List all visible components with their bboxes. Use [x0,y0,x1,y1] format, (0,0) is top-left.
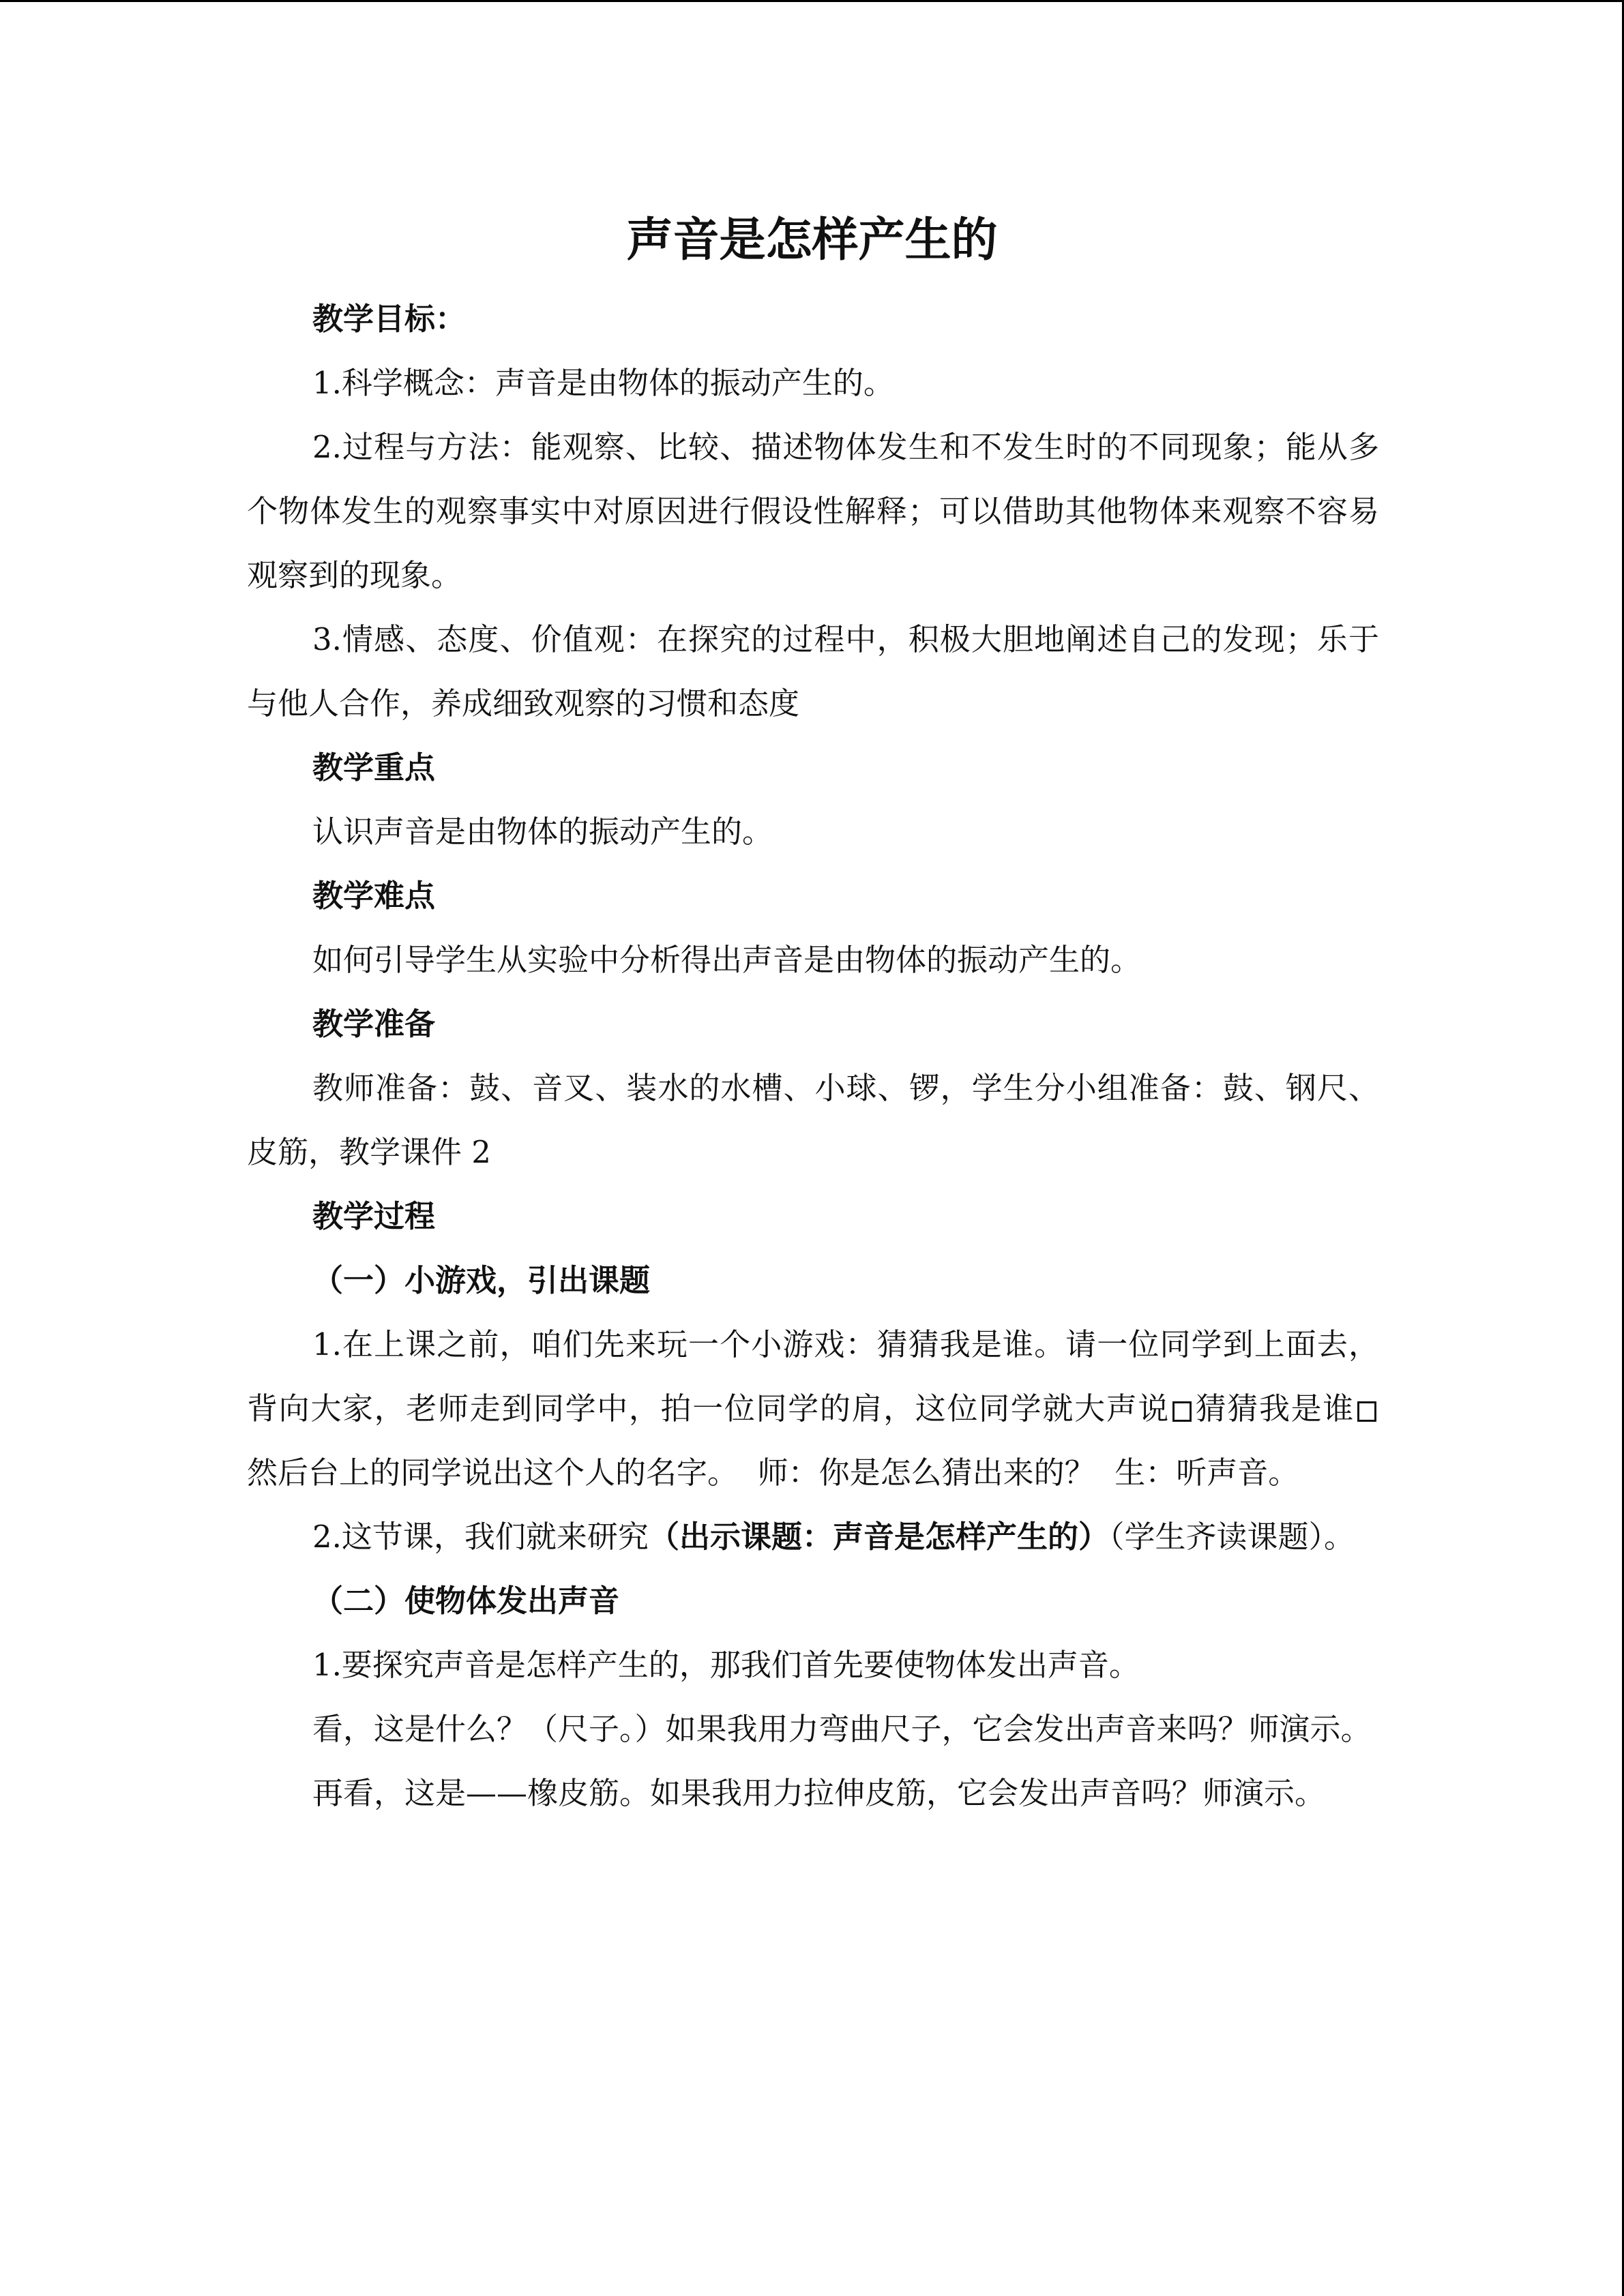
goal-2: 2.过程与方法：能观察、比较、描述物体发生和不发生时的不同现象；能从多个物体发生的观察事实中对原因进行假设性解释；可以借助其他物体来观察不容易观察到的现象。 [247,429,1379,593]
part1-p2-text-a: 2.这节课，我们就来研究 [312,1519,649,1555]
part1-p2-bold-title: （出示课题：声音是怎样产生的） [648,1519,1109,1555]
part1-paragraph-2 [247,1505,1379,1569]
key-heading: 教学重点 [312,749,436,786]
key-text: 认识声音是由物体的振动产生的。 [312,814,773,850]
document-body [247,287,1389,1825]
prep-heading: 教学准备 [312,1006,436,1042]
difficulty-text: 如何引导学生从实验中分析得出声音是由物体的振动产生的。 [312,942,1142,978]
missing-glyph-box-icon [1172,1401,1192,1422]
part1-paragraph-1 [247,1313,1389,1505]
missing-glyph-box-icon [1357,1401,1376,1422]
difficulty-heading: 教学难点 [312,878,436,914]
part1-p2-text-c: （学生齐读课题）。 [1108,1519,1355,1555]
part2-heading: （二）使物体发出声音 [312,1583,620,1619]
part2-paragraph-1: 1.要探究声音是怎样产生的，那我们首先要使物体发出声音。 [312,1647,1140,1683]
part1-p1-text-a: 1.在上课之前，咱们先来玩一个小游戏：猜猜我是谁。请一位同学到上面去，背向大家，老师走到同学中，拍一位同学的肩，这位同学就大声说 [247,1326,1379,1427]
part1-p1-text-b: 猜猜我是谁 [1194,1390,1355,1427]
part1-p1-text-c: 然后台上的同学说出这个人的名字。 师：你是怎么猜出来的？ 生：听声音。 [247,1390,1389,1491]
process-heading: 教学过程 [312,1198,436,1234]
goal-1: 1.科学概念：声音是由物体的振动产生的。 [312,365,894,401]
goals-heading: 教学目标： [312,301,467,337]
part1-heading: （一）小游戏，引出课题 [312,1262,651,1298]
goal-3: 3.情感、态度、价值观：在探究的过程中，积极大胆地阐述自己的发现；乐于与他人合作，养成细致观察的习惯和态度 [247,621,1379,721]
document-title: 声音是怎样产生的 [626,213,998,267]
part2-paragraph-3: 再看，这是——橡皮筋。如果我用力拉伸皮筋，它会发出声音吗？师演示。 [312,1775,1326,1811]
part2-paragraph-2: 看，这是什么？（尺子。）如果我用力弯曲尺子，它会发出声音来吗？师演示。 [312,1711,1372,1747]
prep-text: 教师准备：鼓、音叉、装水的水槽、小球、锣，学生分小组准备：鼓、钢尺、皮筋，教学课件 2 [247,1070,1379,1170]
